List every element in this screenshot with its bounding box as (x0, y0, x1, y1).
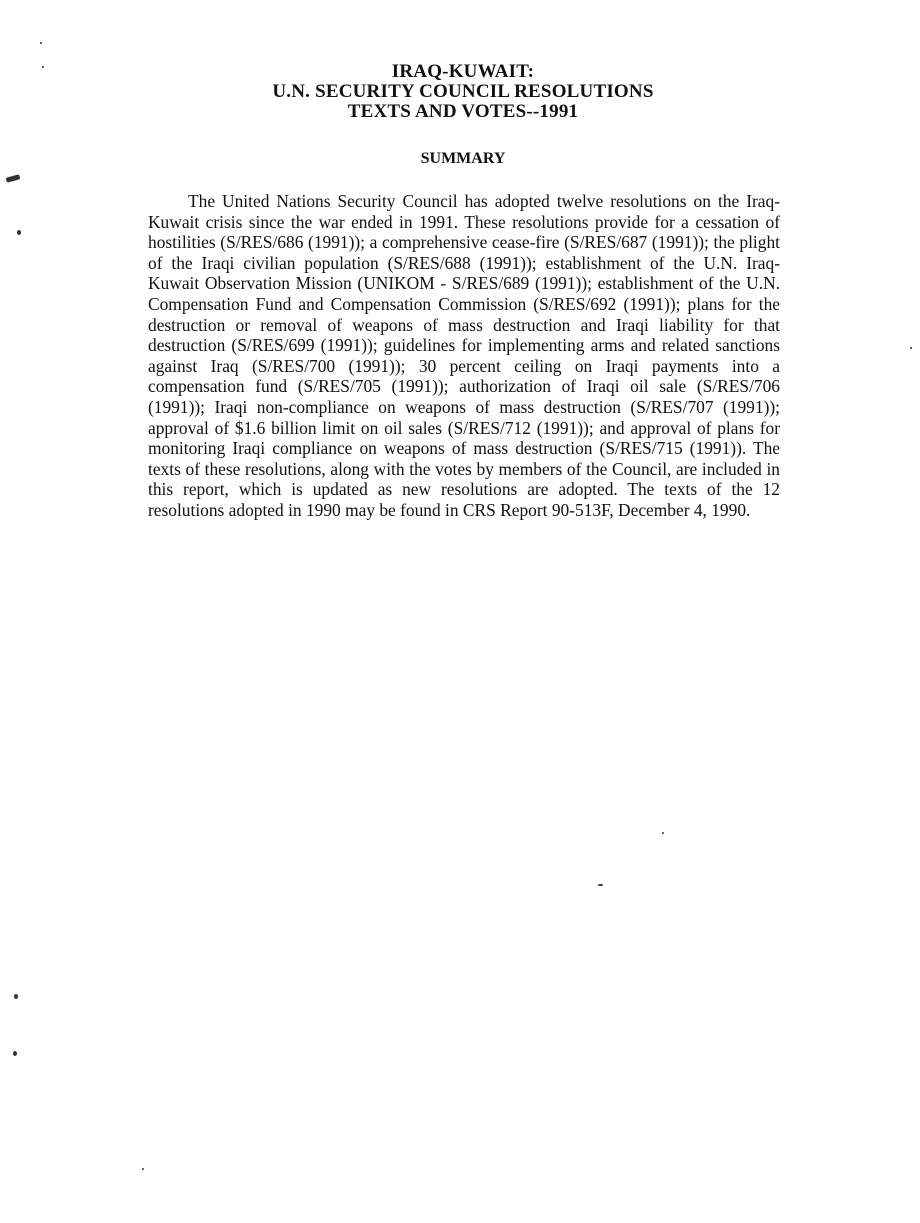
scan-speck (142, 1168, 144, 1170)
summary-heading: SUMMARY (420, 150, 506, 167)
scan-speck (662, 832, 664, 834)
scan-speck (17, 230, 21, 235)
title-line-3: TEXTS AND VOTES--1991 (347, 101, 579, 122)
scan-speck (42, 66, 44, 68)
document-title (148, 62, 778, 122)
title-line-1: IRAQ-KUWAIT: (391, 61, 535, 82)
scan-speck (14, 994, 18, 999)
scan-speck (910, 347, 912, 349)
scan-speck (6, 174, 21, 182)
title-line-2: U.N. SECURITY COUNCIL RESOLUTIONS (272, 81, 654, 102)
scan-speck (13, 1051, 17, 1056)
summary-paragraph: The United Nations Security Council has adopted twelve resolutions on the Iraq-Kuwait crisis since the war ended in 1991. These resolutions provide for a cessation of hostilities (S/RES/686 (1991)); a comprehensive cease-fire (S/RES/687 (1991)); the plight of the Iraqi civilian population (S/RES/688 (1991)); establishment of the U.N. Iraq-Kuwait Observation Mission (UNIKOM - S/RES/689 (1991)); establishment of the U.N. Compensation Fund and Compensation Commission (S/RES/692 (1991)); plans for the destruction or removal of weapons of mass destruction and Iraqi liability for that destruction (S/RES/699 (1991)); guidelines for implementing arms and related sanctions against Iraq (S/RES/700 (1991)); 30 percent ceiling on Iraqi payments into a compensation fund (S/RES/705 (1991)); authorization of Iraqi oil sale (S/RES/706 (1991)); Iraqi non-compliance on weapons of mass destruction (S/RES/707 (1991)); approval of $1.6 billion limit on oil sales (S/RES/712 (1991)); and approval of plans for monitoring Iraqi compliance on weapons of mass destruction (S/RES/715 (1991)). The texts of these resolutions, along with the votes by members of the Council, are included in this report, which is updated as new resolutions are adopted. The texts of the 12 resolutions adopted in 1990 may be found in CRS Report 90-513F, December 4, 1990. (148, 191, 780, 520)
scan-speck (40, 42, 42, 44)
scan-speck (598, 884, 603, 886)
